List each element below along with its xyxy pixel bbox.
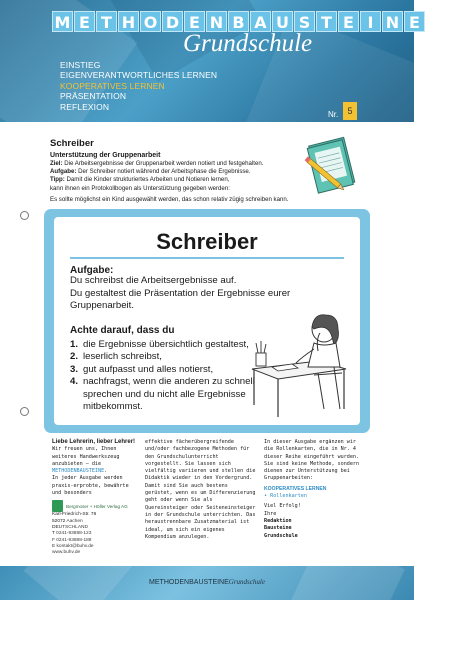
header-banner <box>0 0 420 122</box>
card-aufgabe-line: Gruppenarbeit. <box>70 300 134 312</box>
checklist-item <box>70 376 260 413</box>
greeting: Viel Erfolg! <box>264 503 301 510</box>
title-letter: O <box>140 11 161 32</box>
checklist-number: 2. <box>70 351 79 363</box>
intro-ziel <box>50 160 300 168</box>
step-praesentation: PRÄSENTATION <box>60 91 127 102</box>
child-writing-illustration <box>248 309 350 421</box>
address-line: T 0241-93888-123 <box>52 531 92 537</box>
address-line: F 0241-93888-188 <box>52 537 92 543</box>
address-line: www.buhv.de <box>52 550 81 556</box>
title-letter: D <box>162 11 183 32</box>
footer-caps: METHODENBAUSTEINE <box>149 579 229 586</box>
title-letter: N <box>206 11 227 32</box>
letter-paragraph <box>52 446 140 475</box>
title-letter: E <box>338 11 359 32</box>
checklist-number: 4. <box>70 376 79 388</box>
ziel-text: Die Arbeitsergebnisse der Gruppenarbeit werden notiert und festgehalten. <box>62 160 264 167</box>
checklist-text: leserlich schreibst, <box>83 351 162 363</box>
title-letter: B <box>228 11 249 32</box>
section-label: KOOPERATIVES LERNEN <box>264 485 327 492</box>
footer-italic: Grundschule <box>228 578 265 586</box>
letter-text: Wir freuen uns, Ihnen weiteres Handwerkszeug anzubieten – die <box>52 446 120 467</box>
intro-subtitle: Unterstützung der Gruppenarbeit <box>50 152 161 159</box>
intro-title: Schreiber <box>50 138 94 149</box>
signature-line: Redaktion <box>264 517 292 524</box>
checklist-item <box>70 351 260 363</box>
issue-number-label: Nr. <box>328 110 339 119</box>
footer-banner <box>0 566 414 600</box>
footer-series-name <box>0 578 414 586</box>
binder-hole <box>20 407 29 416</box>
column-letter-body <box>145 439 257 541</box>
signature-line: Grundschule <box>264 532 298 539</box>
letter-paragraph: In dieser Ausgabe ergänzen wir die Rollenkarten, die in Nr. 4 dieser Reihe eingeführt wurden. Sie sind keine Methode, sondern dienen zur Unterstützung bei Gruppenarbeiten: <box>264 439 360 482</box>
binder-hole <box>20 211 29 220</box>
signature-line: Ihre <box>264 510 277 517</box>
tipp-text: Damit die Kinder strukturiertes Arbeiten und Notieren lernen, <box>64 176 230 184</box>
aufgabe-text: Der Schreiber notiert während der Arbeitsphase die Ergebnisse. <box>76 168 251 176</box>
step-kooperatives-lernen-active: KOOPERATIVES LERNEN <box>60 80 165 91</box>
tipp-label: Tipp: <box>50 176 65 184</box>
ziel-label: Ziel: <box>50 160 63 167</box>
checklist-text: die Ergebnisse übersichtlich gestaltest, <box>83 339 249 350</box>
series-title <box>52 11 426 32</box>
checklist-text: nachfragst, wenn die anderen zu schnell sprechen und du nicht alle Ergebnisse mitbekommst. <box>83 376 255 413</box>
title-letter: E <box>184 11 205 32</box>
section-bullet: • Rollenkarten <box>264 493 307 500</box>
letter-text: . <box>104 468 108 475</box>
title-letter: A <box>250 11 271 32</box>
column-letter-closing <box>264 439 368 540</box>
checklist-item <box>70 364 260 376</box>
title-letter: T <box>316 11 337 32</box>
checklist-item <box>70 339 260 351</box>
title-letter: N <box>382 11 403 32</box>
title-letter: E <box>404 11 425 32</box>
title-letter: M <box>52 11 73 32</box>
step-einstieg: EINSTIEG <box>60 60 101 70</box>
title-letter: E <box>74 11 95 32</box>
address-line: Karl-Friedrich-Str. 76 <box>52 512 97 518</box>
letter-heading: Liebe Lehrerin, lieber Lehrer! <box>52 439 136 445</box>
letter-paragraph: effektive fächerübergreifende und/oder fachbezogene Methoden für den Grundschulunterricht vorgestellt. Sie lassen sich vielfältig variieren und stellen die Didaktik wieder in den Vordergrund. Damit sind Sie auch bestens gerüstet, wenn es um Differenzierung geht oder wenn Sie als Quereinsteiger oder Seiteneinsteiger in der Grundschule unterrichten. Das heraustrennbare Zusatzmaterial ist ideal, um sich ein eigenes Kompendium anzulegen. <box>145 439 256 540</box>
checklist-text: gut aufpasst und alles notierst, <box>83 363 214 375</box>
letter-paragraph: In jeder Ausgabe werden praxis-erprobte, bewährte und besonders <box>52 475 129 497</box>
signature-line: Bausteine <box>264 525 292 532</box>
card-title: Schreiber <box>156 229 258 254</box>
card-aufgabe-line: Du gestaltest die Präsentation der Ergebnisse eurer <box>70 287 291 299</box>
step-reflexion: REFLEXION <box>60 101 110 112</box>
publisher-logo <box>52 500 140 512</box>
address-line: DEUTSCHLAND <box>52 524 88 530</box>
notebook-pencil-icon <box>300 135 364 195</box>
intro-tipp <box>50 176 300 184</box>
card-achte-heading: Achte darauf, dass du <box>70 325 175 336</box>
intro-aufgabe <box>50 168 300 176</box>
publisher-logo-text: Bergmoser + Höller Verlag AG <box>66 503 128 509</box>
decorative-facet <box>285 531 405 651</box>
card-aufgabe-heading: Aufgabe: <box>70 265 114 276</box>
step-eigenverantwortliches-lernen: EIGENVERANTWORTLICHES LERNEN <box>60 70 218 81</box>
title-letter: T <box>96 11 117 32</box>
title-letter: U <box>272 11 293 32</box>
role-card <box>54 217 360 425</box>
series-name-highlight: METHODENBAUSTEINE <box>52 468 105 475</box>
address-line: 52072 Aachen <box>52 518 83 524</box>
card-checklist <box>70 339 260 413</box>
title-letter: S <box>294 11 315 32</box>
title-letter: H <box>118 11 139 32</box>
method-steps-list <box>60 60 217 112</box>
intro-section <box>50 138 300 193</box>
card-aufgabe-text <box>70 275 330 313</box>
intro-line: Es sollte möglichst ein Kind ausgewählt werden, das schon relativ zügig schreiben kann. <box>50 196 289 203</box>
aufgabe-label: Aufgabe: <box>50 168 77 176</box>
address-line: E kontakt@buhv.de <box>52 543 94 549</box>
title-letter: I <box>360 11 381 32</box>
card-divider <box>70 257 344 259</box>
checklist-number: 3. <box>70 363 79 375</box>
card-aufgabe-line: Du schreibst die Arbeitsergebnisse auf. <box>70 275 237 286</box>
checklist-number: 1. <box>70 339 79 350</box>
publisher-logo-mark <box>52 500 63 512</box>
issue-number-badge: 5 <box>343 102 357 120</box>
series-subtitle: Grundschule <box>183 30 313 57</box>
intro-line: kann ihnen ein Protokollbogen als Unterstützung gegeben werden: <box>50 184 230 192</box>
